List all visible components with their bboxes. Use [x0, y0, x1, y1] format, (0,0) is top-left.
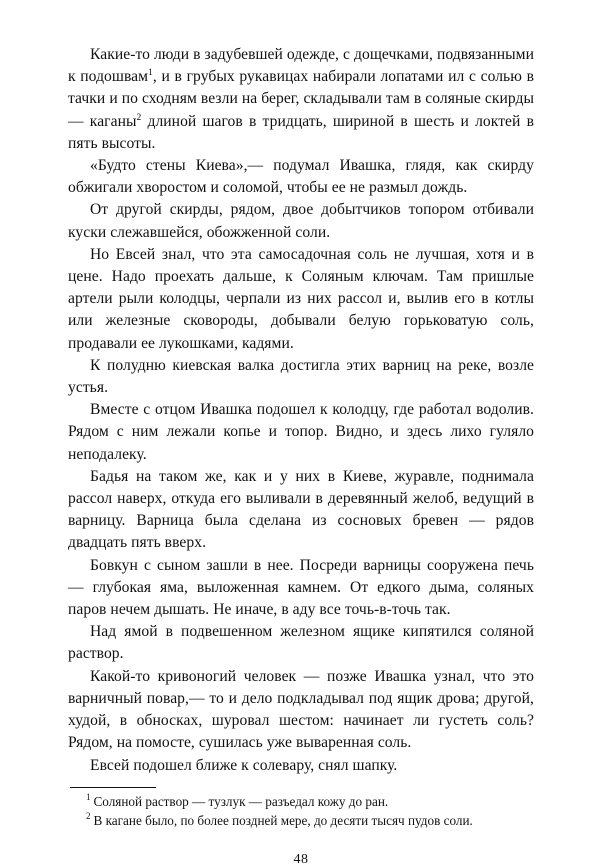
paragraph-7: Бадья на таком же, как и у них в Киеве, журавле, поднимала рассол наверх, откуда его выливали в деревянный желоб, ведущий в варницу. Варница была сделана из сосновых бревен — рядов двадцать пять вверх. — [68, 467, 534, 552]
paragraph-10: Какой-то кривоногий человек — позже Ивашка узнал, что это варничный повар,— то и дело подкладывал под ящик дрова; другой, худой, в обносках, шуровал шестом: начинает ли густеть соль? Рядом, на помосте, сушилась уже вываренная соль. — [68, 667, 534, 752]
footnote-2 — [68, 811, 534, 830]
paragraph-2: «Будто стены Киева»,— подумал Ивашка, глядя, как скирду обжигали хворостом и соломой, чтобы ее не размыл дождь. — [68, 157, 534, 197]
paragraph-8: Бовкун с сыном зашли в нее. Посреди варницы сооружена печь — глубокая яма, выложенная камнем. От едкого дыма, соляных паров нечем дышать. Не иначе, в аду все точь-в-точь так. — [68, 556, 534, 619]
paragraph-1-text-b: , и в грубых рукавицах набирали лопатами ил с солью в тачки и по сходням везли на берег, складывали там в соляные скирды — каганы — [68, 68, 534, 130]
footnote-1-text: Соляной раствор — тузлук — разъедал кожу до ран. — [93, 793, 389, 809]
paragraph-1 — [68, 44, 534, 155]
paragraph-1-text-c: длиной шагов в тридцать, шириной в шесть и локтей в пять высоты. — [68, 112, 534, 152]
paragraph-1-text-a: Какие-то люди в задубевшей одежде, с дощечками, подвязанными к подошвам — [68, 46, 534, 86]
footnote-ref-2: 2 — [136, 112, 142, 123]
footnote-1 — [68, 792, 534, 811]
footnote-divider — [70, 787, 156, 788]
footnote-2-number: 2 — [86, 811, 91, 822]
footnote-2-text: В кагане было, по более поздней мере, до десяти тысяч пудов соли. — [93, 812, 473, 828]
footnote-ref-1: 1 — [148, 68, 153, 79]
paragraph-4: Но Евсей знал, что эта самосадочная соль не лучшая, хотя и в цене. Надо проехать дальше, к Соляным ключам. Там пришлые артели рыли колодцы, черпали из них рассол и, вылив его в котлы или железные сковороды, добывали белую горьковатую соль, продавали ее лукошками, кадями. — [68, 245, 534, 352]
book-page — [68, 44, 534, 868]
paragraph-6: Вместе с отцом Ивашка подошел к колодцу, где работал водолив. Рядом с ним лежали копье и топор. Видно, и здесь лихо гуляло неподалеку. — [68, 401, 534, 463]
paragraph-9: Над ямой в подвешенном железном ящике кипятился соляной раствор. — [68, 623, 534, 663]
paragraph-5: К полудню киевская валка достигла этих варниц на реке, возле устья. — [68, 356, 534, 397]
footnote-1-number: 1 — [86, 792, 91, 803]
page-number: 48 — [293, 851, 309, 867]
paragraph-3: От другой скирды, рядом, двое добытчиков топором отбивали куски слежавшейся, обожженной соли. — [68, 201, 534, 241]
paragraph-11: Евсей подошел ближе к солевару, снял шапку. — [90, 756, 398, 774]
